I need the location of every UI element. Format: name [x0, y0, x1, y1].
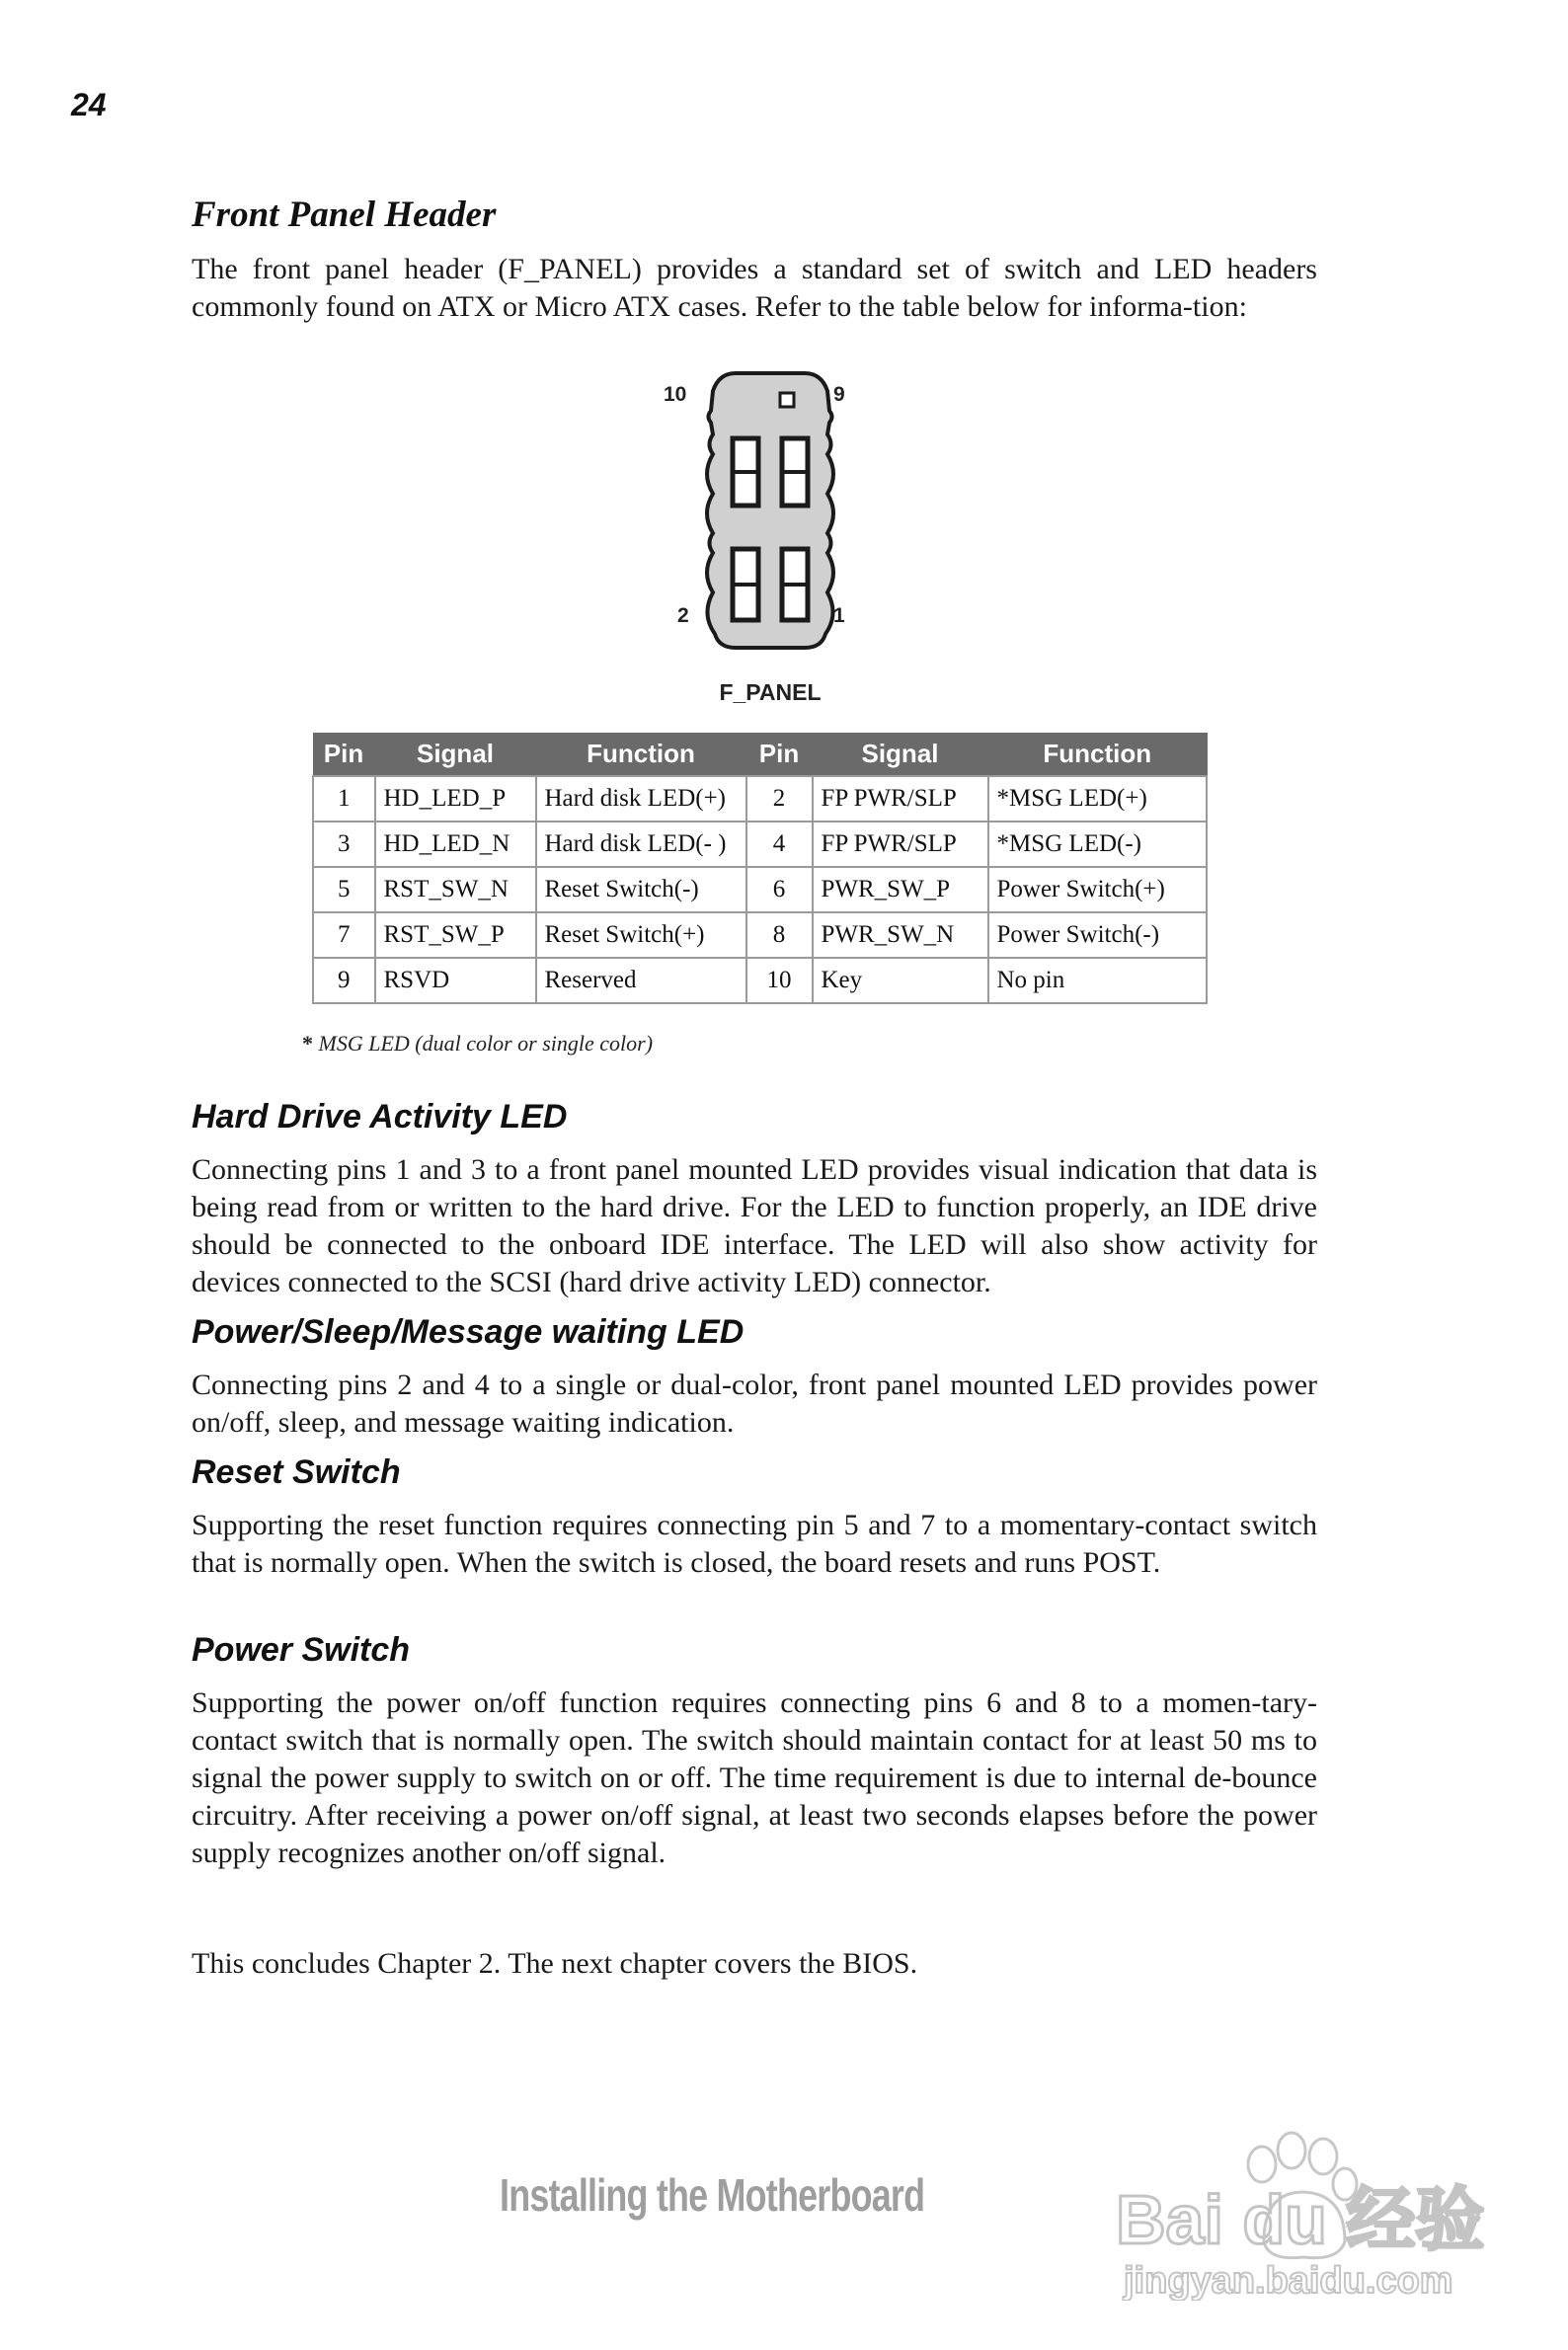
- table-header-row: [313, 733, 1207, 776]
- watermark-brand: Bai du 经验: [1116, 2181, 1485, 2258]
- baidu-watermark-logo: [1116, 2123, 1501, 2301]
- table-row: [313, 776, 1207, 822]
- col-signal: Signal: [375, 733, 536, 776]
- table-row: [313, 867, 1207, 912]
- table-cell: Power Switch(+): [988, 867, 1208, 912]
- col-pin-2: Pin: [746, 733, 813, 776]
- footer-chapter-title: Installing the Motherboard: [500, 2169, 925, 2221]
- power-switch-body: Supporting the power on/off function requires connecting pins 6 and 8 to a momen-tary-contact switch that is normally open. The switch should maintain contact for at least 50 ms to signal the power supply to switch on or off. The time requirement is due to internal de-bounce circuitry. After receiving a power on/off signal, at least two seconds elapses before the power supply recognizes another on/off signal.: [192, 1686, 1317, 1869]
- table-cell: No pin: [988, 958, 1208, 1003]
- header-body: [707, 373, 833, 648]
- pin-label-10: 10: [664, 383, 687, 406]
- f-panel-label: F_PANEL: [719, 679, 822, 705]
- table-cell: HD_LED_N: [375, 822, 536, 867]
- table-cell: 5: [313, 867, 375, 912]
- col-pin: Pin: [313, 733, 375, 776]
- reset-switch-heading: Reset Switch: [192, 1453, 401, 1491]
- table-cell: Reset Switch(-): [536, 867, 746, 912]
- table-cell: RSVD: [375, 958, 536, 1003]
- table-footnote: [302, 1031, 653, 1057]
- power-sleep-led-body: Connecting pins 2 and 4 to a single or dual-color, front panel mounted LED provides power on/off, sleep, and message waiting indication.: [192, 1369, 1317, 1439]
- table-row: [313, 822, 1207, 867]
- power-sleep-led-heading: Power/Sleep/Message waiting LED: [192, 1313, 745, 1351]
- table-cell: 3: [313, 822, 375, 867]
- table-cell: FP PWR/SLP: [813, 822, 988, 867]
- table-cell: FP PWR/SLP: [813, 776, 988, 822]
- f-panel-header-diagram: [652, 355, 889, 701]
- chapter-conclusion: This concludes Chapter 2. The next chapter covers the BIOS.: [192, 1947, 918, 1980]
- table-cell: RST_SW_P: [375, 912, 536, 958]
- pin-label-1: 1: [833, 604, 845, 627]
- table-cell: Hard disk LED(+): [536, 776, 746, 822]
- table-cell: RST_SW_N: [375, 867, 536, 912]
- col-function: Function: [536, 733, 746, 776]
- footnote-text: MSG LED (dual color or single color): [313, 1031, 654, 1056]
- table-cell: 10: [746, 958, 813, 1003]
- pin-9-key-square: [780, 393, 794, 407]
- table-cell: 1: [313, 776, 375, 822]
- table-cell: *MSG LED(+): [988, 776, 1208, 822]
- table-row: [313, 958, 1207, 1003]
- pin-assignment-table: [312, 733, 1208, 1004]
- table-cell: 2: [746, 776, 813, 822]
- table-cell: *MSG LED(-): [988, 822, 1208, 867]
- table-row: [313, 912, 1207, 958]
- table-cell: PWR_SW_N: [813, 912, 988, 958]
- table-cell: Power Switch(-): [988, 912, 1208, 958]
- table-cell: Key: [813, 958, 988, 1003]
- front-panel-heading: Front Panel Header: [192, 195, 497, 235]
- table-cell: 4: [746, 822, 813, 867]
- pin-label-2: 2: [677, 604, 689, 627]
- table-cell: 9: [313, 958, 375, 1003]
- footnote-star: *: [302, 1031, 313, 1056]
- col-signal-2: Signal: [813, 733, 988, 776]
- reset-switch-body: Supporting the reset function requires connecting pin 5 and 7 to a momentary-contact switch that is normally open. When the switch is closed, the board resets and runs POST.: [192, 1509, 1317, 1579]
- front-panel-intro: The front panel header (F_PANEL) provides a standard set of switch and LED headers commonly found on ATX or Micro ATX cases. Refer to the table below for informa-tion:: [192, 253, 1317, 323]
- table-cell: PWR_SW_P: [813, 867, 988, 912]
- col-function-2: Function: [988, 733, 1208, 776]
- page-number: 24: [71, 87, 107, 122]
- table-cell: 6: [746, 867, 813, 912]
- table-cell: 7: [313, 912, 375, 958]
- table-cell: Reserved: [536, 958, 746, 1003]
- table-cell: Hard disk LED(- ): [536, 822, 746, 867]
- table-cell: Reset Switch(+): [536, 912, 746, 958]
- hdd-led-heading: Hard Drive Activity LED: [192, 1098, 568, 1136]
- table-cell: 8: [746, 912, 813, 958]
- hdd-led-body: Connecting pins 1 and 3 to a front panel mounted LED provides visual indication that data is being read from or written to the hard drive. For the LED to function properly, an IDE drive should be connected to the onboard IDE interface. The LED will also show activity for devices connected to the SCSI (hard drive activity LED) connector.: [192, 1153, 1317, 1298]
- watermark-url: jingyan.baidu.com: [1124, 2260, 1453, 2301]
- table-cell: HD_LED_P: [375, 776, 536, 822]
- pin-label-9: 9: [833, 383, 845, 406]
- power-switch-heading: Power Switch: [192, 1631, 411, 1669]
